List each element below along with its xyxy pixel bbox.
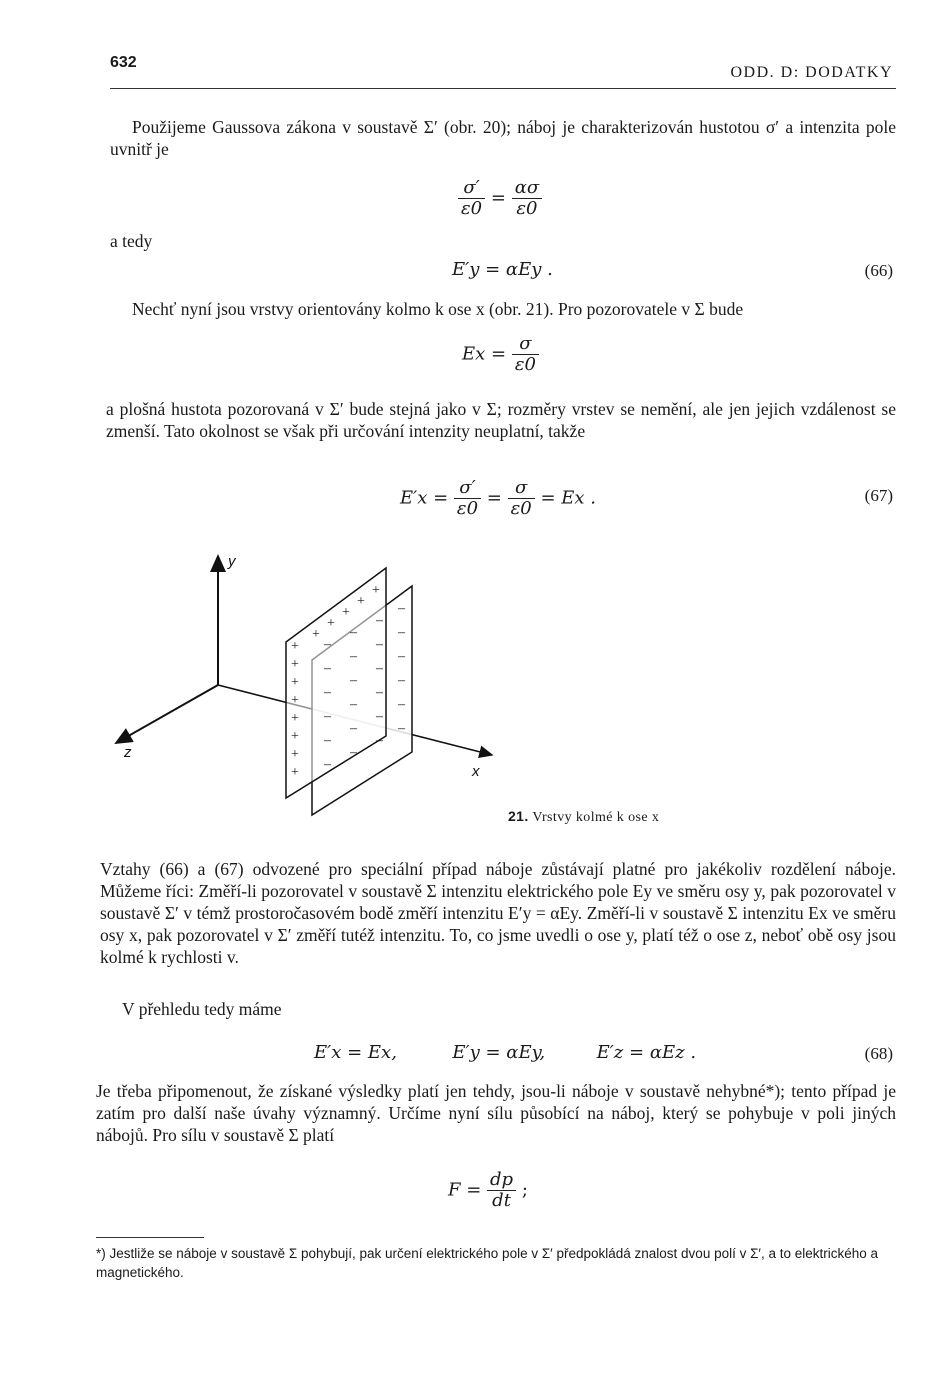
equation-rhs: = Ex . bbox=[540, 487, 597, 509]
denominator: ε0 bbox=[456, 498, 479, 519]
denominator: ε0 bbox=[516, 198, 538, 219]
minus-charge: – bbox=[350, 721, 357, 736]
plus-charge: + bbox=[291, 675, 299, 690]
plus-charge: + bbox=[291, 639, 299, 654]
fraction bbox=[512, 334, 539, 375]
plus-charge: + bbox=[372, 583, 380, 598]
numerator: dp bbox=[487, 1170, 516, 1191]
equation-density-ratio bbox=[458, 178, 542, 219]
running-head: ODD. D: DODATKY bbox=[730, 64, 893, 81]
minus-charge: – bbox=[398, 625, 405, 640]
equation-number-66: (66) bbox=[864, 261, 893, 280]
fraction bbox=[454, 478, 481, 519]
minus-charge: – bbox=[376, 613, 383, 628]
minus-charge: – bbox=[376, 685, 383, 700]
equals-sign: = bbox=[486, 487, 502, 509]
minus-charge: – bbox=[376, 661, 383, 676]
plus-charge: + bbox=[291, 747, 299, 762]
minus-charge: – bbox=[350, 673, 357, 688]
minus-charge: – bbox=[350, 649, 357, 664]
plus-charge: + bbox=[291, 729, 299, 744]
caption-text: Vrstvy kolmé k ose x bbox=[532, 810, 660, 825]
paragraph-generalization bbox=[100, 858, 896, 968]
minus-charge: – bbox=[398, 649, 405, 664]
paragraph-layers-orientation bbox=[110, 298, 896, 320]
fraction bbox=[487, 1170, 516, 1211]
y-axis-label: y bbox=[228, 553, 236, 570]
paragraph-text: Nechť nyní jsou vrstvy orientovány kolmo k ose x (obr. 21). Pro pozorovatele v Σ bude bbox=[132, 299, 744, 319]
header-rule bbox=[110, 88, 896, 89]
z-axis bbox=[116, 685, 218, 743]
numerator: ασ bbox=[512, 178, 542, 199]
figure-layers-diagram bbox=[100, 540, 520, 830]
numerator: σ bbox=[512, 334, 539, 355]
paragraph-text: a plošná hustota pozorovaná v Σ′ bude stejná jako v Σ; rozměry vrstev se nemění, ale jen jejich vzdálenost se zmenší. Tato okolnost se však při určování intenzity neuplatní, takže bbox=[106, 399, 896, 441]
paragraph-text: Vztahy (66) a (67) odvozené pro speciální případ náboje zůstávají platné pro jakékoliv rozdělení náboje. Můžeme říci: Změří-li pozorovatel v soustavě Σ intenzitu elektrického pole Ey ve směru osy y, pak pozorovatel v soustavě Σ′ v témž prostoročasovém bodě změří intenzitu E′y = αEy. Změří-li v soustavě Σ intenzitu Ex ve směru osy x, pak pozorovatel v Σ′ změří tutéž intenzitu. To, co jsme uvedli o ose y, platí též o ose z, neboť obě osy jsou kolmé k rychlosti v. bbox=[100, 859, 896, 967]
minus-charge: – bbox=[324, 709, 331, 724]
numerator: σ bbox=[508, 478, 535, 499]
plus-charge: + bbox=[291, 657, 299, 672]
fraction bbox=[512, 178, 542, 219]
minus-charge: – bbox=[398, 697, 405, 712]
equation-term: E′x = Ex, bbox=[314, 1042, 397, 1063]
denominator: dt bbox=[492, 1190, 511, 1211]
x-axis-label: x bbox=[472, 763, 480, 780]
plus-charge: + bbox=[357, 594, 365, 609]
minus-charge: – bbox=[324, 661, 331, 676]
plus-charge: + bbox=[342, 605, 350, 620]
equation-number-68: (68) bbox=[864, 1044, 893, 1063]
minus-charge: – bbox=[324, 757, 331, 772]
equation-ex bbox=[462, 334, 539, 375]
plus-charge: + bbox=[291, 693, 299, 708]
denominator: ε0 bbox=[514, 354, 536, 375]
denominator: ε0 bbox=[510, 498, 532, 519]
equation-lhs: Ex = bbox=[462, 343, 507, 365]
figure-caption bbox=[508, 808, 659, 826]
minus-charge: – bbox=[350, 625, 357, 640]
minus-charge: – bbox=[324, 637, 331, 652]
numerator: σ′ bbox=[458, 178, 485, 199]
minus-charge: – bbox=[398, 721, 405, 736]
equation-68 bbox=[314, 1042, 696, 1063]
plus-charge: + bbox=[312, 627, 320, 642]
equals-sign: = bbox=[490, 187, 506, 209]
text-prehled: V přehledu tedy máme bbox=[122, 999, 282, 1019]
text-a-tedy: a tedy bbox=[110, 231, 153, 251]
plus-charge: + bbox=[327, 616, 335, 631]
denominator: ε0 bbox=[461, 198, 483, 219]
fraction bbox=[458, 178, 485, 219]
footnote: *) Jestliže se náboje v soustavě Σ pohybují, pak určení elektrického pole v Σ′ předpokládá znalost dvou polí v Σ′, a to elektrického a magnetického. bbox=[96, 1246, 879, 1280]
paragraph-gauss bbox=[110, 116, 896, 160]
minus-charge: – bbox=[376, 709, 383, 724]
numerator: σ′ bbox=[454, 478, 481, 499]
page-number: 632 bbox=[110, 54, 137, 71]
minus-charge: – bbox=[398, 673, 405, 688]
equation-force bbox=[448, 1170, 528, 1211]
paragraph-text: Použijeme Gaussova zákona v soustavě Σ′ (obr. 20); náboj je charakterizován hustotou σ′ a intenzita pole uvnitř je bbox=[110, 117, 896, 159]
plus-charge: + bbox=[291, 711, 299, 726]
equation-number-67: (67) bbox=[864, 486, 893, 505]
paragraph-force bbox=[96, 1080, 896, 1146]
equation-term: E′z = αEz . bbox=[596, 1042, 697, 1063]
caption-number: 21. bbox=[508, 808, 529, 824]
minus-charge: – bbox=[350, 697, 357, 712]
minus-charge: – bbox=[350, 745, 357, 760]
minus-charge: – bbox=[398, 601, 405, 616]
equation-lhs: F = bbox=[448, 1179, 482, 1201]
plus-charge: + bbox=[291, 765, 299, 780]
equation-66: E′y = αEy . bbox=[452, 259, 553, 280]
minus-charge: – bbox=[376, 733, 383, 748]
minus-charge: – bbox=[324, 685, 331, 700]
paragraph-surface-density bbox=[106, 398, 896, 442]
minus-charge: – bbox=[324, 733, 331, 748]
minus-charge: – bbox=[376, 637, 383, 652]
footnote-rule bbox=[96, 1237, 204, 1238]
equation-tail: ; bbox=[521, 1179, 528, 1201]
paragraph-text: Je třeba připomenout, že získané výsledky platí jen tehdy, jsou-li náboje v soustavě nehybné*); tento případ je zatím pro další naše úvahy významný. Určíme nyní sílu působící na náboj, který se pohybuje v poli jiných nábojů. Pro sílu v soustavě Σ platí bbox=[96, 1081, 896, 1145]
z-axis-label: z bbox=[124, 744, 132, 761]
equation-67 bbox=[400, 478, 596, 519]
fraction bbox=[508, 478, 535, 519]
equation-term: E′y = αEy, bbox=[452, 1042, 546, 1063]
equation-lhs: E′x = bbox=[400, 487, 449, 509]
